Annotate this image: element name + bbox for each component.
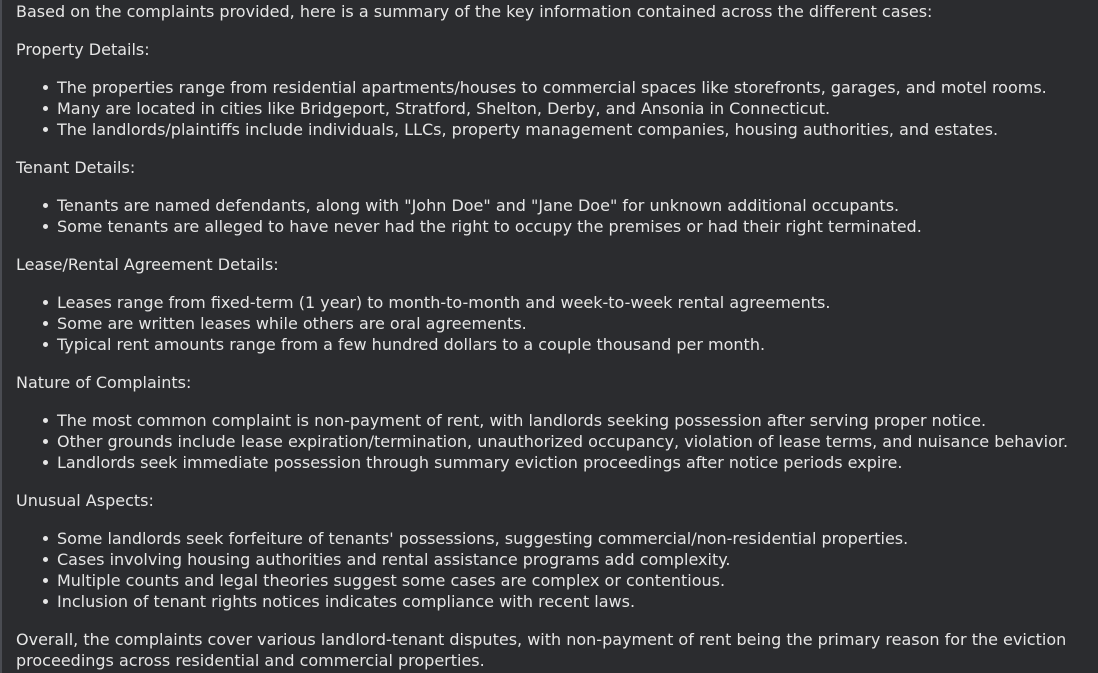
list-item: Inclusion of tenant rights notices indicates compliance with recent laws. <box>57 591 1098 612</box>
bullet-list-property <box>16 77 1098 140</box>
list-item: Other grounds include lease expiration/termination, unauthorized occupancy, violation of lease terms, and nuisance behavior. <box>57 431 1098 452</box>
section-heading-complaints: Nature of Complaints: <box>16 373 192 392</box>
list-item: Some landlords seek forfeiture of tenants' possessions, suggesting commercial/non-residential properties. <box>57 528 1098 549</box>
list-item: Some are written leases while others are oral agreements. <box>57 313 1098 334</box>
section-heading-property: Property Details: <box>16 40 150 59</box>
summary-document <box>16 1 1098 671</box>
list-item: Some tenants are alleged to have never had the right to occupy the premises or had their right terminated. <box>57 216 1098 237</box>
list-item: The most common complaint is non-payment of rent, with landlords seeking possession after serving proper notice. <box>57 410 1098 431</box>
intro-paragraph: Based on the complaints provided, here is a summary of the key information contained across the different cases: <box>16 2 933 21</box>
list-item: Tenants are named defendants, along with "John Doe" and "Jane Doe" for unknown additional occupants. <box>57 195 1098 216</box>
list-item: Many are located in cities like Bridgeport, Stratford, Shelton, Derby, and Ansonia in Connecticut. <box>57 98 1098 119</box>
outro-paragraph: Overall, the complaints cover various landlord-tenant disputes, with non-payment of rent being the primary reason for the eviction proceedings across residential and commercial properties. <box>16 630 1067 670</box>
bullet-list-complaints <box>16 410 1098 473</box>
list-item: Landlords seek immediate possession through summary eviction proceedings after notice periods expire. <box>57 452 1098 473</box>
left-edge-border <box>0 0 2 673</box>
section-heading-tenant: Tenant Details: <box>16 158 136 177</box>
list-item: Leases range from fixed-term (1 year) to month-to-month and week-to-week rental agreements. <box>57 292 1098 313</box>
bullet-list-lease <box>16 292 1098 355</box>
list-item: The properties range from residential apartments/houses to commercial spaces like storefronts, garages, and motel rooms. <box>57 77 1098 98</box>
list-item: Typical rent amounts range from a few hundred dollars to a couple thousand per month. <box>57 334 1098 355</box>
list-item: Multiple counts and legal theories suggest some cases are complex or contentious. <box>57 570 1098 591</box>
section-heading-lease: Lease/Rental Agreement Details: <box>16 255 279 274</box>
section-heading-unusual: Unusual Aspects: <box>16 491 154 510</box>
bullet-list-tenant <box>16 195 1098 237</box>
list-item: Cases involving housing authorities and rental assistance programs add complexity. <box>57 549 1098 570</box>
bullet-list-unusual <box>16 528 1098 612</box>
list-item: The landlords/plaintiffs include individuals, LLCs, property management companies, housing authorities, and estates. <box>57 119 1098 140</box>
